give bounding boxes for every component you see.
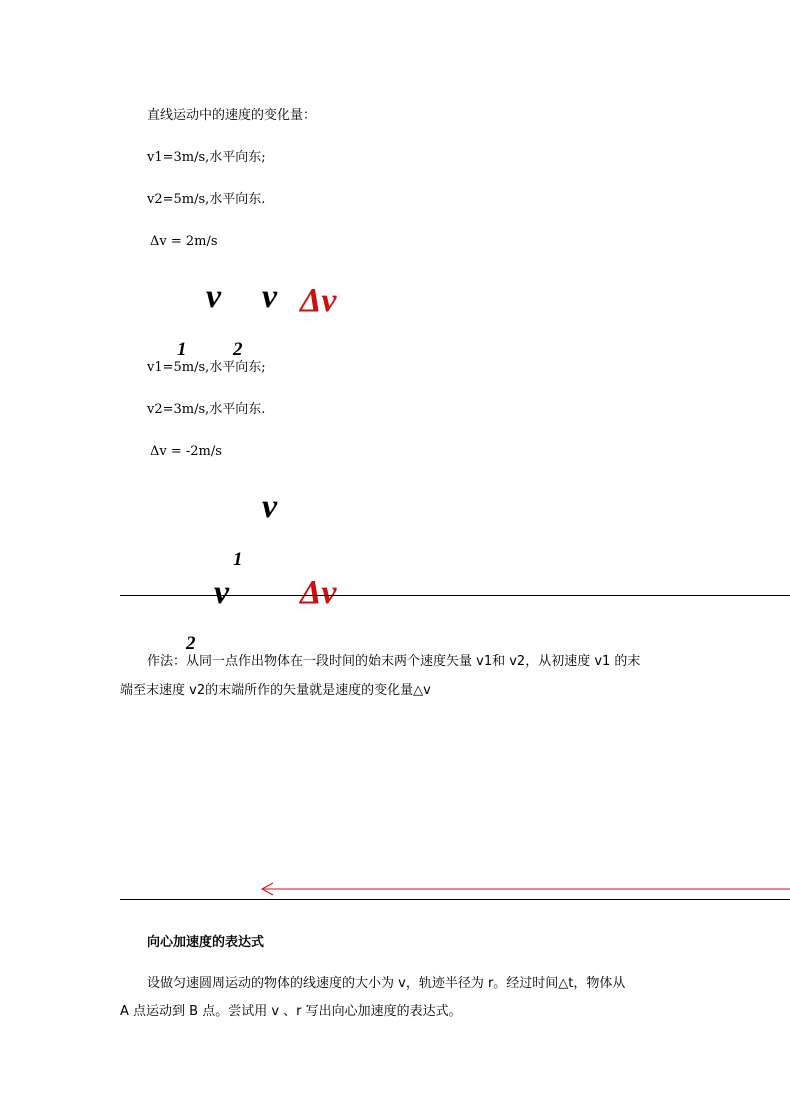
diagram2-sub-1: 1: [233, 549, 243, 570]
diagram1-v1-label: v: [206, 278, 222, 315]
section-title-centripetal: 向心加速度的表达式: [147, 935, 265, 950]
centripetal-line-1: 设做匀速圆周运动的物体的线速度的大小为 v，轨迹半径为 r。经过时间△t，物体从: [147, 976, 626, 991]
diagram1-sub-2: 2: [233, 339, 243, 360]
section-separator-line: [120, 899, 790, 900]
diagram2-dv-label: Δv: [300, 574, 337, 611]
red-arrow-line: [255, 882, 790, 898]
diagram2-sub-2: 2: [186, 633, 196, 654]
case1-v2-text: v2=5m/s,水平向东.: [147, 192, 266, 207]
diagram2-baseline: [120, 595, 790, 596]
section-title-velocity-change: 直线运动中的速度的变化量：: [147, 108, 317, 123]
diagram1-dv-label: Δv: [300, 282, 337, 319]
case1-v1-text: v1=3m/s,水平向东;: [147, 150, 266, 165]
diagram1-sub-1: 1: [177, 339, 187, 360]
case2-v2-text: v2=3m/s,水平向东.: [147, 402, 266, 417]
centripetal-line-2: A 点运动到 B 点。尝试用 v 、r 写出向心加速度的表达式。: [120, 1004, 462, 1019]
method-line-1: 作法：从同一点作出物体在一段时间的始末两个速度矢量 v1和 v2，从初速度 v1 的末: [147, 654, 641, 669]
case2-dv-text: Δv = -2m/s: [150, 444, 222, 459]
case1-dv-text: Δv = 2m/s: [150, 234, 218, 249]
diagram2-v1-label: v: [262, 488, 278, 525]
diagram2-v2-label: v: [214, 574, 230, 611]
method-line-2: 端至末速度 v2的末端所作的矢量就是速度的变化量△v: [120, 683, 431, 698]
case2-v1-text: v1=5m/s,水平向东;: [147, 360, 266, 375]
diagram1-v2-label: v: [262, 278, 278, 315]
